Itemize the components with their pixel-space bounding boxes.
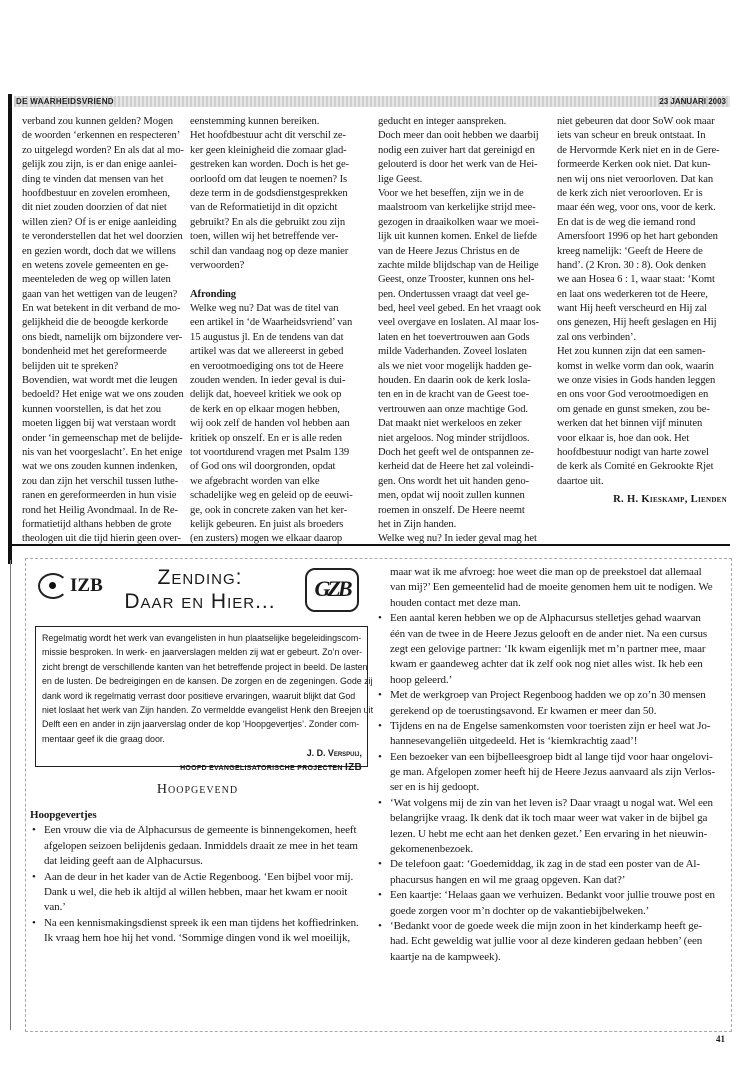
- text-line: had. Echt geweldig wat jullie voor al deze kinderen gedaan hebben’ (een: [390, 935, 703, 948]
- text-line: verwoorden?: [190, 259, 245, 271]
- text-line: gen. Ons wordt het uit handen geno-: [378, 475, 529, 487]
- text-line: En dat is de weg die iemand rond: [557, 216, 696, 228]
- text-line: de woorden ‘erkennen en respecteren’: [22, 130, 181, 142]
- text-line: ge man. Afgelopen zomer heeft hij de Heere Jezus aanvaard als zijn Verlos-: [390, 766, 716, 779]
- text-line: hoop geleerd.’: [390, 673, 453, 686]
- text-line: van.’: [44, 901, 66, 914]
- text-line: en verootmoediging ons tot de Heere: [190, 360, 344, 372]
- bullet-icon: •: [32, 870, 36, 883]
- list-item-text: Aan de deur in het kader van de Actie Regenboog. ‘Een bijbel voor mij.: [44, 870, 354, 883]
- text-line: phacursus hangen en wil me graag opgeven. Kan dat?’: [390, 873, 626, 886]
- intro-org: IZB: [344, 761, 362, 773]
- intro-author: J. D. Verspuij,: [306, 748, 362, 759]
- text-line: komst in welke vorm dan ook, waarin: [557, 360, 714, 372]
- text-line: de Hervormde Kerk niet en in de Gere-: [557, 144, 720, 156]
- list-item-text: Met de werkgroep van Project Regenboog hadden we op zo’n 30 mensen: [390, 689, 706, 702]
- text-line: daartoe uit.: [557, 475, 604, 487]
- running-header-band: [14, 96, 730, 107]
- column-2-part-1: [190, 115, 353, 273]
- text-line: kunnen voorstellen, is dat het zou: [22, 403, 161, 415]
- text-line: onder ‘in gemeenschap met de belijde-: [22, 432, 183, 444]
- text-line: oorloofd om dat leugen te noemen? Is: [190, 173, 348, 185]
- text-line: milde Vaderhanden. Zoveel loslaten: [378, 346, 527, 358]
- text-line: niet gebeuren dat door SoW ook maar: [557, 116, 715, 127]
- text-line: nis van het voorgeslacht’. En het enige: [22, 446, 183, 458]
- text-line: Het zou kunnen zijn dat een samen-: [557, 346, 706, 358]
- subheading-afronding: Afronding: [190, 288, 237, 300]
- text-line: kerheid dat de Heere het zal voleindi-: [378, 461, 534, 473]
- scan-edge: [8, 94, 12, 564]
- intro-text: [42, 632, 374, 747]
- text-line: bed, heel veel gebed. En het vraagt ook: [378, 303, 541, 315]
- zending-right-column: [376, 565, 715, 965]
- text-line: Geest, onze Trooster, kunnen ons hel-: [378, 274, 535, 286]
- text-line: schadelijke weg en geleid op de eeuwi-: [190, 490, 353, 502]
- text-line: delijk dat, hoeveel kritiek we ook op: [190, 389, 342, 401]
- list-item-text: Een bezoeker van een bijbelleesgroep bidt al lange tijd voor haar ongelovi-: [390, 750, 713, 763]
- text-line: om genade en gunst smeken, zou be-: [557, 403, 710, 415]
- text-line: Dat maakt niet werkeloos en zeker: [378, 418, 522, 430]
- text-line: want Hij heeft verscheurd en Hij zal: [557, 303, 707, 315]
- text-line: rond het Heilig Avondmaal. In de Re-: [22, 504, 178, 516]
- text-line: ding te vinden dat mensen van het: [22, 173, 164, 185]
- text-line: maar wat ik me afvroeg: hoe weet die man op de preekstoel dat allemaal: [390, 566, 702, 578]
- article-column-2: [190, 115, 353, 547]
- text-line: [376, 688, 715, 703]
- right-list: [376, 565, 715, 965]
- text-line: wij ook zelf de handen vol hebben aan: [190, 418, 350, 430]
- text-line: een artikel in ‘de Waarheidsvriend’ van: [190, 317, 353, 329]
- text-line: Dank u wel, die heb ik altijd al willen hebben, maar het kwam er nooit: [44, 885, 348, 898]
- text-line: zo uitgelegd worden? En als dat al mo-: [22, 144, 184, 156]
- text-line: schil dan vandaag nog op deze manier: [190, 245, 349, 257]
- text-line: één van de twee in de Heere Jezus gelooft en de ander niet. Na een cursus: [390, 627, 708, 640]
- text-line: gelijkheid die de beoogde kerkorde: [22, 317, 169, 329]
- text-line: Bovendien, wat wordt met die leugen: [22, 375, 178, 387]
- text-line: en gezien wordt, doch dat we willens: [22, 245, 176, 257]
- intro-role: [42, 761, 362, 776]
- text-line: mentaar geef ik die graag door.: [42, 733, 165, 744]
- text-line: te veronderstellen dat het wel doorzien: [22, 231, 183, 243]
- text-line: Welke weg nu? Dat was de titel van: [190, 303, 339, 315]
- izb-logo: [38, 573, 103, 599]
- column-2-part-2: [190, 302, 353, 547]
- text-line: [376, 919, 715, 934]
- text-line: Voor we het beseffen, zijn we in de: [378, 187, 524, 199]
- text-line: formatietijd althans hebben de grote: [22, 518, 172, 530]
- text-line: kaartje na de kampweek).: [390, 950, 501, 963]
- text-line: willen zien? Of is er enige aanleiding: [22, 216, 177, 228]
- text-line: men, opdat wij nooit zullen kunnen: [378, 490, 525, 502]
- article-column-4: [557, 115, 727, 508]
- text-line: gelouterd is door het werk van de Hei-: [378, 159, 538, 171]
- bullet-icon: •: [378, 719, 382, 732]
- text-line: gebruikt? En als die gebruikt zou zijn: [190, 216, 346, 228]
- text-line: gezogen in draaikolken waar we moei-: [378, 216, 539, 228]
- text-line: verband zou kunnen gelden? Mogen: [22, 116, 173, 127]
- text-line: artikel was dat we allereerst in gebed: [190, 346, 344, 358]
- text-line: (en zusters) mogen we elkaar daarop: [190, 533, 343, 545]
- text-line: [376, 857, 715, 872]
- text-line: gaan van het wettigen van de leugen?: [22, 288, 178, 300]
- text-line: Welke weg nu? In ieder geval mag het: [378, 533, 537, 545]
- text-line: pen. Ondertussen vraagt dat veel ge-: [378, 288, 530, 300]
- text-line: lezen. U hebt me echt aan het denken gezet.’ Een ervaring in het nieuwin-: [390, 827, 708, 840]
- text-line: nodig een zuiver hart dat gereinigd en: [378, 144, 535, 156]
- izb-logo-icon: [38, 573, 68, 599]
- izb-logo-text: IZB: [70, 575, 103, 596]
- text-line: en laat ons wederkeren tot de Heere,: [557, 288, 708, 300]
- text-line: deze term in de godsdienstgesprekken: [190, 187, 348, 199]
- scan-edge-lower: [10, 560, 11, 1030]
- text-line: lijk uit kunnen komen. Enkel de liefde: [378, 231, 537, 243]
- issue-date: 23 JANUARI 2003: [659, 97, 726, 106]
- text-line: en wetens zovele gemeenten en ge-: [22, 259, 169, 271]
- list-item-text: De telefoon gaat: ‘Goedemiddag, ik zag in de stad een poster van de Al-: [390, 858, 700, 871]
- list-heading: Hoopgevertjes: [30, 809, 97, 821]
- column-4-text: [557, 115, 727, 489]
- text-line: de kerk als Comité en Gekrookte Rjet: [557, 461, 714, 473]
- text-line: moeten liggen bij wat verstaan wordt: [22, 418, 176, 430]
- list-item-text: Een kaartje: ‘Helaas gaan we verhuizen. Bedankt voor jullie trouwe post en: [390, 889, 715, 902]
- section-divider: [12, 544, 730, 546]
- text-line: toen, willen wij het betreffende ver-: [190, 231, 339, 243]
- intro-role-text: HOOFD EVANGELISATORISCHE PROJECTEN: [180, 764, 343, 772]
- text-line: dat leiding geeft aan de Alphacursus.: [44, 855, 203, 868]
- text-line: of God ons wil doorgronden, opdat: [190, 461, 336, 473]
- text-line: ser en is hij gedoopt.: [390, 781, 480, 794]
- text-line: gestreken kan worden. Doch is het ge-: [190, 159, 349, 171]
- title-line-1: Zending:: [157, 566, 243, 589]
- text-line: maalstroom van kerkelijke strijd mee-: [378, 202, 536, 214]
- text-line: 15 augustus jl. En de tendens van dat: [190, 331, 344, 343]
- text-line: [30, 870, 359, 885]
- text-line: ker geen kleinigheid die zomaar glad-: [190, 144, 347, 156]
- text-line: ge, ook in concrete zaken van het ker-: [190, 504, 348, 516]
- text-line: eenstemming kunnen bereiken.: [190, 116, 320, 127]
- text-line: Amersfoort 1996 op het hart gebonden: [557, 231, 718, 243]
- publication-name: DE WAARHEIDSVRIEND: [16, 97, 114, 106]
- bullet-icon: •: [32, 916, 36, 929]
- text-line: kritiek op onszelf. En er is alle reden: [190, 432, 343, 444]
- text-line: tot voortdurend vragen met Psalm 139: [190, 446, 350, 458]
- list-item-text: Na een kennismakingsdienst spreek ik een man tijdens het koffiedrinken.: [44, 916, 359, 929]
- text-line: hand’. (2 Kron. 30 : 8). Ook denken: [557, 259, 706, 271]
- list-item-text: Een aantal keren hebben we op de Alphacursus stelletjes gehad waarvan: [390, 612, 701, 625]
- left-list: [30, 823, 359, 946]
- text-line: [376, 611, 715, 626]
- text-line: Ik vraag hem hoe hij het vond. ‘Sommige dingen vond ik wel moeilijk,: [44, 932, 351, 945]
- text-line: [30, 916, 359, 931]
- text-line: wat we ons zouden kunnen indenken,: [22, 461, 178, 473]
- text-line: zal ons verbinden’.: [557, 331, 636, 343]
- text-line: roemen in onszelf. De Heere neemt: [378, 504, 525, 516]
- text-line: [30, 823, 359, 838]
- article-column-3: [378, 115, 541, 547]
- section-title-hoopgevend: Hoopgevend: [156, 782, 239, 797]
- text-line: de kerk zich niet veroorloven. Er is: [557, 187, 703, 199]
- text-line: [376, 796, 715, 811]
- list-item-text: Tijdens en na de Engelse samenkomsten voor toeristen zijn er heel wat Jo-: [390, 719, 711, 732]
- text-line: meenteleden de weg op willen laten: [22, 274, 171, 286]
- text-line: belijden uit te spreken?: [22, 360, 119, 372]
- text-line: werken dat het binnen vijf minuten: [557, 418, 703, 430]
- text-line: de kerk en op elkaar mogen hebben,: [190, 403, 340, 415]
- text-line: van mij?’ Een gemeentelid had de moeite genomen hem uit te nodigen. We: [390, 581, 713, 594]
- text-line: we afgebracht worden van elke: [190, 475, 320, 487]
- text-line: belangrijke vraag. Ik denk dat ik toch maar weer wat vaker in de bijbel ga: [390, 812, 708, 825]
- text-line: maar één weg, voor ons, voor de kerk.: [557, 202, 716, 214]
- text-line: veel overgave en loslaten. Al maar los-: [378, 317, 539, 329]
- text-line: missie besproken. In werk- en jaarverslagen melden zij wat er gebeurt. Zo’n over-: [42, 647, 363, 658]
- text-line: vertrouwen aan onze machtige God.: [378, 403, 528, 415]
- bullet-icon: •: [378, 689, 382, 702]
- text-line: lige Geest.: [378, 173, 423, 185]
- text-line: Doch het geeft wel de ontspannen ze-: [378, 446, 534, 458]
- text-line: gerekend op de toerustingsavond. Er kwamen er meer dan 50.: [390, 704, 657, 717]
- text-line: geducht en integer aanspreken.: [378, 116, 507, 127]
- gzb-logo: GZB: [305, 568, 359, 612]
- text-line: houden. En daarin ook de kerk losla-: [378, 375, 531, 387]
- text-line: als we niet voor mogelijk hadden ge-: [378, 360, 532, 372]
- text-line: zegt een gelovige partner: ‘Ik kwam eigenlijk met m’n partner mee, maar: [390, 642, 706, 655]
- text-line: gelijk zou zijn, is er dan enige aanlei-: [22, 159, 177, 171]
- bullet-icon: •: [378, 889, 382, 902]
- bullet-icon: •: [378, 796, 382, 809]
- text-line: En wat betekent in dit verband de mo-: [22, 303, 181, 315]
- text-line: Regelmatig wordt het werk van evangelisten in hun plaatselijke begeleidingscom-: [42, 633, 362, 643]
- text-line: dank word ik regelmatig verrast door positieve ervaringen, waaruit blijkt dat God: [42, 690, 356, 701]
- text-line: afgelopen seizoen belijdenis gedaan. Inmiddels draait ze mee in het team: [44, 839, 358, 852]
- text-line: zicht brengt de verschillende kanten van het betreffende project in beeld. De lasten: [42, 661, 368, 672]
- text-line: we onze visies in Gods handen leggen: [557, 375, 716, 387]
- bullet-icon: •: [378, 750, 382, 763]
- text-line: hoofdbestuur en zovelen eromheen,: [22, 187, 170, 199]
- text-line: ten en in de kracht van de Geest toe-: [378, 389, 530, 401]
- text-line: theologen uit die tijd hierin geen over-: [22, 533, 181, 545]
- text-line: niet loslaat het werk van Zijn handen. Zo vermeldde evangelist Henk den Breejen uit: [42, 704, 374, 715]
- text-line: goede zorgen voor m’n dochter op de vakantiebijbelweken.’: [390, 904, 650, 917]
- bullet-icon: •: [378, 612, 382, 625]
- text-line: en de lusten. De bedreigingen en de kansen. De zorgen en de zegeningen. Gode zij: [42, 676, 373, 687]
- text-line: formeerde Kerken ook niet. Dat kun-: [557, 159, 711, 171]
- text-line: zachte milde blijdschap van de Heilige: [378, 259, 539, 271]
- text-line: we aan Hosea 6 : 1, waar staat: ‘Komt: [557, 274, 715, 286]
- text-line: [376, 719, 715, 734]
- text-line: nen wij ons niet veroorloven. Dat kan: [557, 173, 714, 185]
- bullet-icon: •: [378, 858, 382, 871]
- bullet-icon: •: [32, 824, 36, 837]
- text-line: zouden wenden. In ieder geval is dui-: [190, 375, 346, 387]
- intro-box: [35, 626, 374, 773]
- text-line: voor elkaar is, hoe dan ook. Het: [557, 432, 690, 444]
- text-line: bedoeld? Het enige wat we ons zouden: [22, 389, 184, 401]
- text-line: laten en het toevertrouwen aan Gods: [378, 331, 530, 343]
- text-line: Delft een en ander in zijn jaarverslag onder de kop ‘Hoopgevertjes’. Zonder com-: [42, 719, 360, 730]
- text-line: het in Zijn handen.: [378, 518, 457, 530]
- list-item-text: ‘Bedankt voor de goede week die mijn zoon in het kinderkamp heeft ge-: [390, 919, 702, 932]
- text-line: houden contact met deze man.: [390, 596, 521, 609]
- text-line: dit niet zouden doorzien of dat niet: [22, 202, 167, 214]
- zending-title: [100, 566, 300, 614]
- text-line: niet argeloos. Nog minder strijdloos.: [378, 432, 530, 444]
- text-line: kelijk gebeuren. En juist als broeders: [190, 518, 344, 530]
- bullet-icon: •: [378, 919, 382, 932]
- list-item-text: ‘Wat volgens mij de zin van het leven is? Daar vraagt u nogal wat. Wel een: [390, 796, 713, 809]
- text-line: hoofdbestuur nodigt van harte zowel: [557, 446, 709, 458]
- text-line: en ons voor God verootmoedigen en: [557, 389, 709, 401]
- text-line: Doch meer dan ooit hebben we daarbij: [378, 130, 539, 142]
- text-line: hannesevangeliën uitgedeeld. Het is ‘kiemkrachtig zaad’!: [390, 735, 638, 748]
- zending-left-column: [30, 808, 359, 947]
- text-line: kreeg namelijk: ‘Geeft de Heere de: [557, 245, 703, 257]
- text-line: ons genezen, Hij heeft geslagen en Hij: [557, 317, 717, 329]
- article-column-1: [22, 115, 184, 547]
- article-signature: R. H. Kieskamp, Lienden: [613, 494, 727, 506]
- text-line: kwam er gaandeweg achter dat ik zelf ook nog niet alles wist. Ik heb een: [390, 658, 703, 671]
- list-item-text: Een vrouw die via de Alphacursus de gemeente is binnengekomen, heeft: [44, 824, 357, 837]
- text-line: van de Reformatietijd in dit opzicht: [190, 202, 338, 214]
- text-line: [376, 888, 715, 903]
- page-number: 41: [716, 1034, 725, 1044]
- text-line: Het hoofdbestuur acht dit verschil ze-: [190, 130, 346, 142]
- text-line: iets van scheur en breuk ontstaat. In: [557, 130, 706, 142]
- text-line: bondenheid met het gereformeerde: [22, 346, 167, 358]
- text-line: ons biedt, namelijk om bijzondere ver-: [22, 331, 183, 343]
- title-line-2: Daar en Hier...: [124, 590, 276, 613]
- text-line: zou dan zijn het verschil tussen luthe-: [22, 475, 179, 487]
- text-line: gekomenenbezoek.: [390, 843, 474, 856]
- text-line: van de Heere Jezus Christus en de: [378, 245, 520, 257]
- text-line: ranen en gereformeerden in hun visie: [22, 490, 177, 502]
- text-line: [376, 750, 715, 765]
